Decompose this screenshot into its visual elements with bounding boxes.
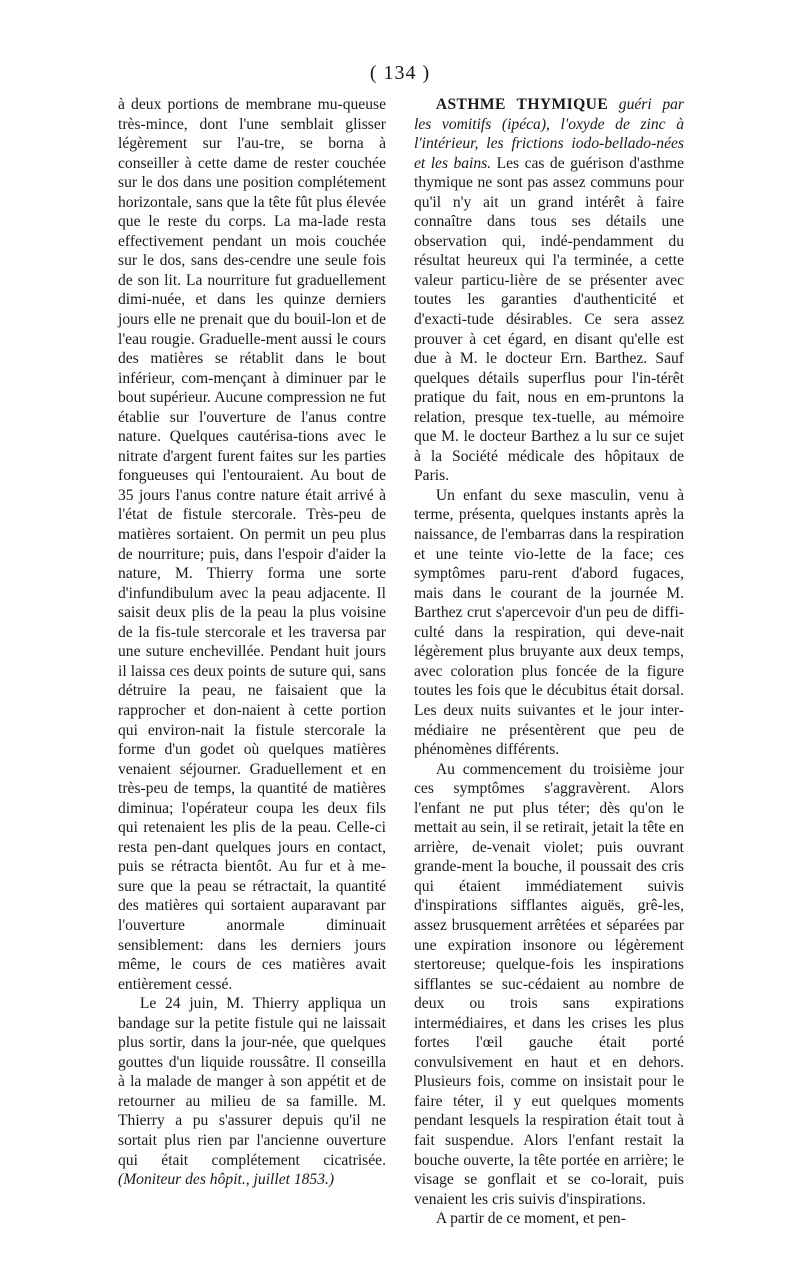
left-paragraph-continuation: à deux portions de membrane mu-queuse très-mince, dont l'une semblait glisser légèrement sur l'au-tre, se borna à conseiller à cette dame de rester couchée sur le dos dans une position complétement horizontale, sans que la tête fût plus élevée que le reste du corps. La ma-lade resta effectivement pendant un mois couchée sur le dos, sans des-cendre une seule fois de son lit. La nourriture fut graduellement dimi-nuée, et dans les quinze derniers jours elle ne prenait que du bouil-lon et de l'eau rougie. Graduelle-ment aussi le cours des matières se rétablit dans le bout inférieur, com-mençant à diminuer par le bout supérieur. Aucune compression ne fut établie sur l'ouverture de l'anus contre nature. Quelques cautérisa-tions avec le nitrate d'argent furent faites sur les parties fongueuses qui l'entouraient. Au bout de 35 jours l'anus contre nature était arrivé à l'état de fistule stercorale. Très-peu de matières sortaient. On permit un peu plus de nourriture; puis, dans l'espoir d'aider la nature, M. Thierry forma une sorte d'infundibulum avec la peau adjacente. Il saisit deux plis de la peau la plus voisine de la fis-tule stercorale et les traversa par une suture enchevillée. Pendant huit jours il laissa ces deux points de suture qui, sans détruire la peau, ne faisaient que la rapprocher et don-naient à cette portion qui environ-nait la fistule stercorale la forme d'un godet où quelques matières venaient séjourner. Graduellement et en très-peu de temps, la quantité de matières diminua; l'opérateur coupa les deux fils qui retenaient les plis de la peau. Celle-ci resta pen-dant quelques jours en contact, puis se rétracta bientôt. Au fur et à me-sure que la peau se rétractait, la quantité des matières qui sortaient auparavant par l'ouverture anormale diminuait sensiblement: dans les derniers jours même, le cours de ces matières avait entièrement cessé. xyxy=(118,96,386,993)
article-intro-text: Les cas de guérison d'asthme thymique ne sont pas assez communs pour qu'il n'y ait un grand intérêt à faire connaître dans tous ses détails une observation qui, indé-pendamment du résultat heureux qui l'a terminée, a cette valeur particu-lière de se présenter avec toutes les garanties d'authenticité et d'exacti-tude désirables. Ce sera assez prouver à cet égard, en disant qu'elle est due à M. le docteur Ern. Barthez. Sauf quelques détails superflus pour l'in-térêt pratique du fait, nous en em-pruntons la relation, presque tex-tuelle, au mémoire que M. le docteur Barthez a lu sur ce sujet à la Société médicale des hôpitaux de Paris. xyxy=(414,154,684,485)
article-title: ASTHME THYMIQUE xyxy=(435,96,609,113)
left-paragraph-june xyxy=(118,994,386,1189)
source-citation: (Moniteur des hôpit., juillet 1853.) xyxy=(118,1171,335,1189)
right-paragraph-third-day: Au commencement du troisième jour ces symptômes s'aggravèrent. Alors l'enfant ne put plus téter; dès qu'on le mettait au sein, il se retirait, jetait la tête en arrière, de-venait violet; puis ouvrant grande-ment la bouche, il poussait des cris qui étaient immédiatement suivis d'inspirations sifflantes aiguës, grê-les, assez brusquement arrêtées et séparées par une expiration insonore ou légèrement stertoreuse; quelque-fois les inspirations sifflantes se suc-cédaient au nombre de deux ou trois sans expirations intermédiaires, et dans les crises les plus fortes l'œil gauche était porté convulsivement en haut et en dehors. Plusieurs fois, comme on insistait pour le faire téter, il y eut quelques moments pendant lesquels la respiration était tout à fait suspendue. Alors l'enfant restait la bouche ouverte, la tête portée en arrière; le visage se gonflait et se co-lorait, puis venaient les cris suivis d'inspirations. xyxy=(414,760,684,1208)
article-subtitle: guéri par les vomitifs (ipéca), l'oxyde de zinc à l'intérieur, les frictions iodo-bellado-nées et les bains. xyxy=(414,96,684,172)
right-paragraph-case: Un enfant du sexe masculin, venu à terme, présenta, quelques instants après la naissance, de l'embarras dans la respiration et une teinte vio-lette de la face; ces symptômes paru-rent d'abord fugaces, mais dans le courant de la journée M. Barthez crut s'apercevoir d'un peu de diffi-culté dans la respiration, qui deve-nait légèrement plus bruyante aux deux temps, avec coloration plus foncée de la figure toutes les fois que le décubitus était dorsal. Les deux nuits suivantes et le jour inter-médiaire ne présentèrent que peu de phénomènes différents. xyxy=(414,486,684,759)
left-column xyxy=(118,95,386,1190)
right-paragraph-continued: A partir de ce moment, et pen- xyxy=(435,1210,626,1228)
page-number: ( 134 ) xyxy=(369,62,431,84)
article-intro-paragraph xyxy=(414,95,684,486)
left-paragraph-june-text: Le 24 juin, M. Thierry appliqua un bandage sur la petite fistule qui ne laissait plus sortir, dans la jour-née, que quelques gouttes d'un liquide roussâtre. Il conseilla à la malade de manger à son appétit et de retourner au milieu de sa famille. M. Thierry a pu s'assurer depuis qu'il ne sortait plus rien par l'ancienne ouverture qui était complétement cicatrisée. xyxy=(118,995,386,1169)
right-column xyxy=(414,95,684,1229)
